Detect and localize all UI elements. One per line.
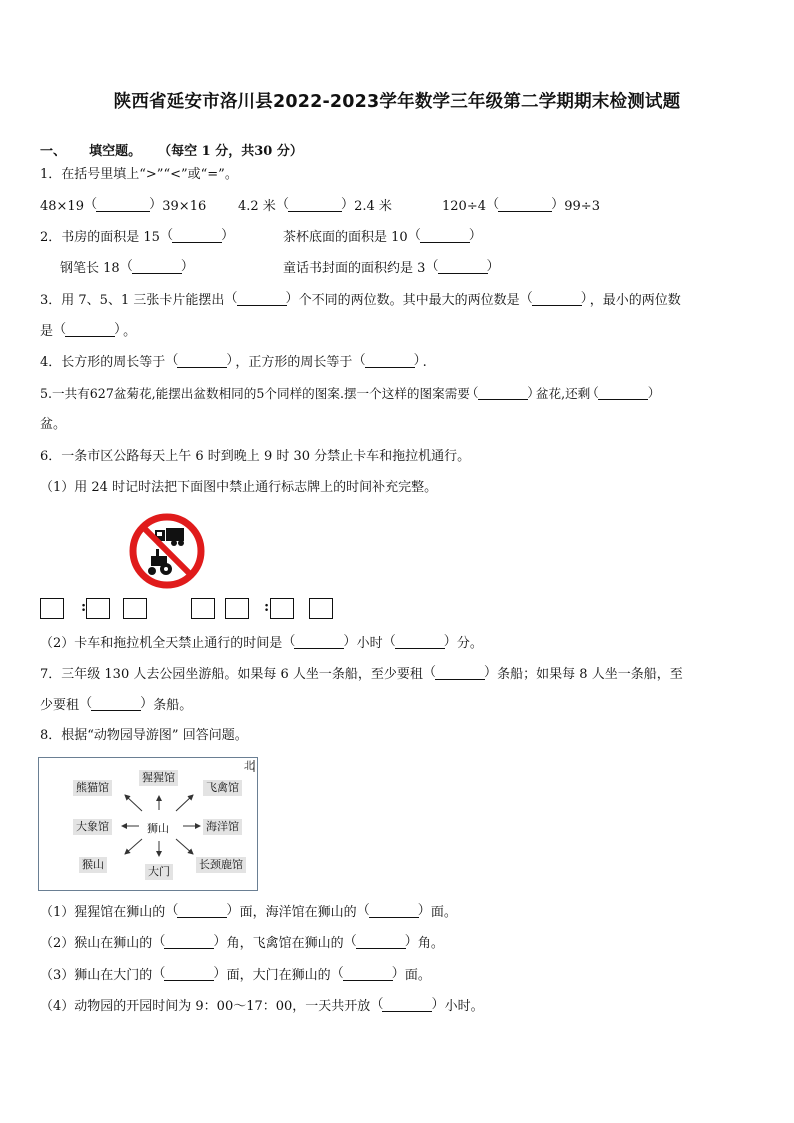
north-label: 北: [244, 761, 254, 772]
q1-c-left: 120÷4: [442, 199, 486, 214]
map-node-monkey-hill: 猴山: [79, 857, 107, 873]
section-number: 一、: [40, 144, 67, 159]
q6-sub2-p3: 分。: [456, 636, 483, 651]
q2-a-blank[interactable]: [166, 229, 228, 243]
q1-compare-c: [442, 198, 600, 215]
question-8: 8．根据“动物园导游图” 回答问题。: [40, 728, 248, 743]
q4-blank-1[interactable]: [171, 354, 233, 368]
q3-blank-2[interactable]: [526, 292, 588, 306]
q5-p1: 5.一共有627盆菊花,能摆出盆数相同的5个同样的图案.摆一个这样的图案需要: [40, 386, 470, 401]
q1-b-left: 4.2 米: [238, 199, 276, 214]
q2-b: [283, 229, 478, 246]
q5-blank-1[interactable]: [472, 386, 534, 400]
map-node-giraffe: 长颈鹿馆: [196, 857, 246, 873]
q2-c-blank[interactable]: [126, 260, 188, 274]
q4-blank-2[interactable]: [359, 354, 421, 368]
q1-c-blank[interactable]: [492, 198, 558, 212]
question-6: 6．一条市区公路每天上午 6 时到晚上 9 时 30 分禁止卡车和拖拉机通行。: [40, 449, 471, 464]
question-7-line1: [40, 666, 683, 683]
q8-s3-blank-2[interactable]: [337, 967, 399, 981]
q8-s2-blank-1[interactable]: [158, 935, 220, 949]
q8-s2-blank-2[interactable]: [350, 935, 412, 949]
q8-s3-p1: （3）狮山在大门的: [40, 968, 153, 983]
q2-c-text: 钢笔长 18: [60, 261, 120, 276]
end-hour-box-1[interactable]: [191, 598, 215, 619]
q8-s1-p1: （1）猩猩馆在狮山的: [40, 905, 166, 920]
q3-p4: 是: [40, 324, 54, 339]
q3-p1: 3．用 7、5、1 三张卡片能摆出: [40, 293, 225, 308]
map-node-orangutan: 猩猩馆: [139, 770, 178, 786]
q7-p2: 条船；如果每 8 人坐一条船，至: [497, 667, 683, 682]
zoo-map: [38, 757, 258, 891]
q2-d: [283, 260, 496, 277]
q6-minutes-blank[interactable]: [389, 635, 451, 649]
q8-s3: [40, 967, 431, 984]
q4-p3: .: [422, 355, 427, 370]
map-node-gate: 大门: [145, 864, 173, 880]
no-truck-tractor-sign: [126, 512, 210, 590]
q3-p2: 个不同的两位数。其中最大的两位数是: [298, 293, 520, 308]
q8-s3-p2: 面，大门在狮山的: [226, 968, 331, 983]
q8-s1-blank-2[interactable]: [363, 904, 425, 918]
q8-s1-p2: 面，海洋馆在狮山的: [239, 905, 357, 920]
q1-compare-a: [40, 198, 206, 215]
q1-a-right: 39×16: [162, 199, 207, 214]
start-min-box-1[interactable]: [86, 598, 110, 619]
question-3-line2: [40, 323, 136, 340]
q1-c-right: 99÷3: [564, 199, 600, 214]
q2-d-text: 童话书封面的面积约是 3: [283, 261, 426, 276]
q5-blank-2[interactable]: [592, 386, 654, 400]
q6-hours-blank[interactable]: [288, 635, 350, 649]
q3-p5: 。: [123, 324, 137, 339]
q8-s4-p1: （4）动物园的开园时间为 9：00～17：00，一天共开放: [40, 999, 371, 1014]
q8-s1: [40, 904, 457, 921]
q8-s4-blank[interactable]: [376, 998, 438, 1012]
q3-p3: ，最小的两位数: [589, 293, 681, 308]
q8-s2: [40, 935, 444, 952]
q1-compare-b: [238, 198, 392, 215]
question-1: 1．在括号里填上“>”“<”或“=”。: [40, 167, 238, 182]
q2-b-text: 茶杯底面的面积是 10: [283, 230, 408, 245]
q7-p1: 7．三年级 130 人去公园坐游船。如果每 6 人坐一条船，至少要租: [40, 667, 423, 682]
question-5-line2: 盆。: [40, 417, 67, 432]
map-node-elephant: 大象馆: [73, 819, 112, 835]
q4-p2: ，正方形的周长等于: [235, 355, 353, 370]
q1-b-right: 2.4 米: [354, 199, 392, 214]
start-hour-box-1[interactable]: [40, 598, 64, 619]
q6-sub1: （1）用 24 时记时法把下面图中禁止通行标志牌上的时间补充完整。: [40, 480, 438, 495]
q2-a-text: 2．书房的面积是 15: [40, 230, 160, 245]
section-name: 填空题。: [89, 144, 142, 159]
map-node-ocean: 海洋馆: [203, 819, 242, 835]
q8-s4-p2: 小时。: [444, 999, 484, 1014]
map-node-aviary: 飞禽馆: [203, 780, 242, 796]
q2-d-blank[interactable]: [432, 260, 494, 274]
q1-a-blank[interactable]: [90, 198, 156, 212]
start-min-box-2[interactable]: [123, 598, 147, 619]
map-node-panda: 熊猫馆: [73, 780, 112, 796]
start-colon: :: [81, 599, 87, 615]
q8-s2-p1: （2）猴山在狮山的: [40, 936, 153, 951]
q6-sub2: [40, 635, 483, 652]
q1-a-left: 48×19: [40, 199, 84, 214]
q6-sub2-p1: （2）卡车和拖拉机全天禁止通行的时间是: [40, 636, 283, 651]
q5-p2: 盆花,还剩: [535, 386, 591, 401]
end-min-box-2[interactable]: [309, 598, 333, 619]
end-min-box-1[interactable]: [270, 598, 294, 619]
question-3-line1: [40, 292, 681, 309]
q8-s1-blank-1[interactable]: [171, 904, 233, 918]
q3-blank-3[interactable]: [59, 323, 121, 337]
section-score: （每空 1 分，共30 分）: [158, 144, 303, 159]
question-4: [40, 354, 427, 371]
q6-sub2-p2: 小时: [356, 636, 383, 651]
end-colon: :: [264, 599, 270, 615]
q2-c: [60, 260, 190, 277]
q7-p4: 条船。: [153, 698, 193, 713]
question-7-line2: [40, 697, 192, 714]
q8-s2-p3: 角。: [417, 936, 444, 951]
q2-b-blank[interactable]: [414, 229, 476, 243]
section-heading: [40, 140, 303, 159]
q3-blank-1[interactable]: [231, 292, 293, 306]
q2-a: [40, 229, 230, 246]
q8-s3-p3: 面。: [404, 968, 431, 983]
q7-blank-2[interactable]: [85, 697, 147, 711]
end-hour-box-2[interactable]: [225, 598, 249, 619]
q7-blank-1[interactable]: [429, 666, 491, 680]
q7-p3: 少要租: [40, 698, 80, 713]
page-title: 陕西省延安市洛川县2022-2023学年数学三年级第二学期期末检测试题: [113, 92, 681, 112]
q8-s4: [40, 998, 484, 1015]
q4-p1: 4．长方形的周长等于: [40, 355, 166, 370]
q8-s2-p2: 角，飞禽馆在狮山的: [226, 936, 344, 951]
q1-b-blank[interactable]: [282, 198, 348, 212]
question-5-line1: [40, 386, 656, 402]
map-center-lion-hill: 狮山: [147, 822, 169, 835]
q8-s3-blank-1[interactable]: [158, 967, 220, 981]
q8-s1-p3: 面。: [430, 905, 457, 920]
